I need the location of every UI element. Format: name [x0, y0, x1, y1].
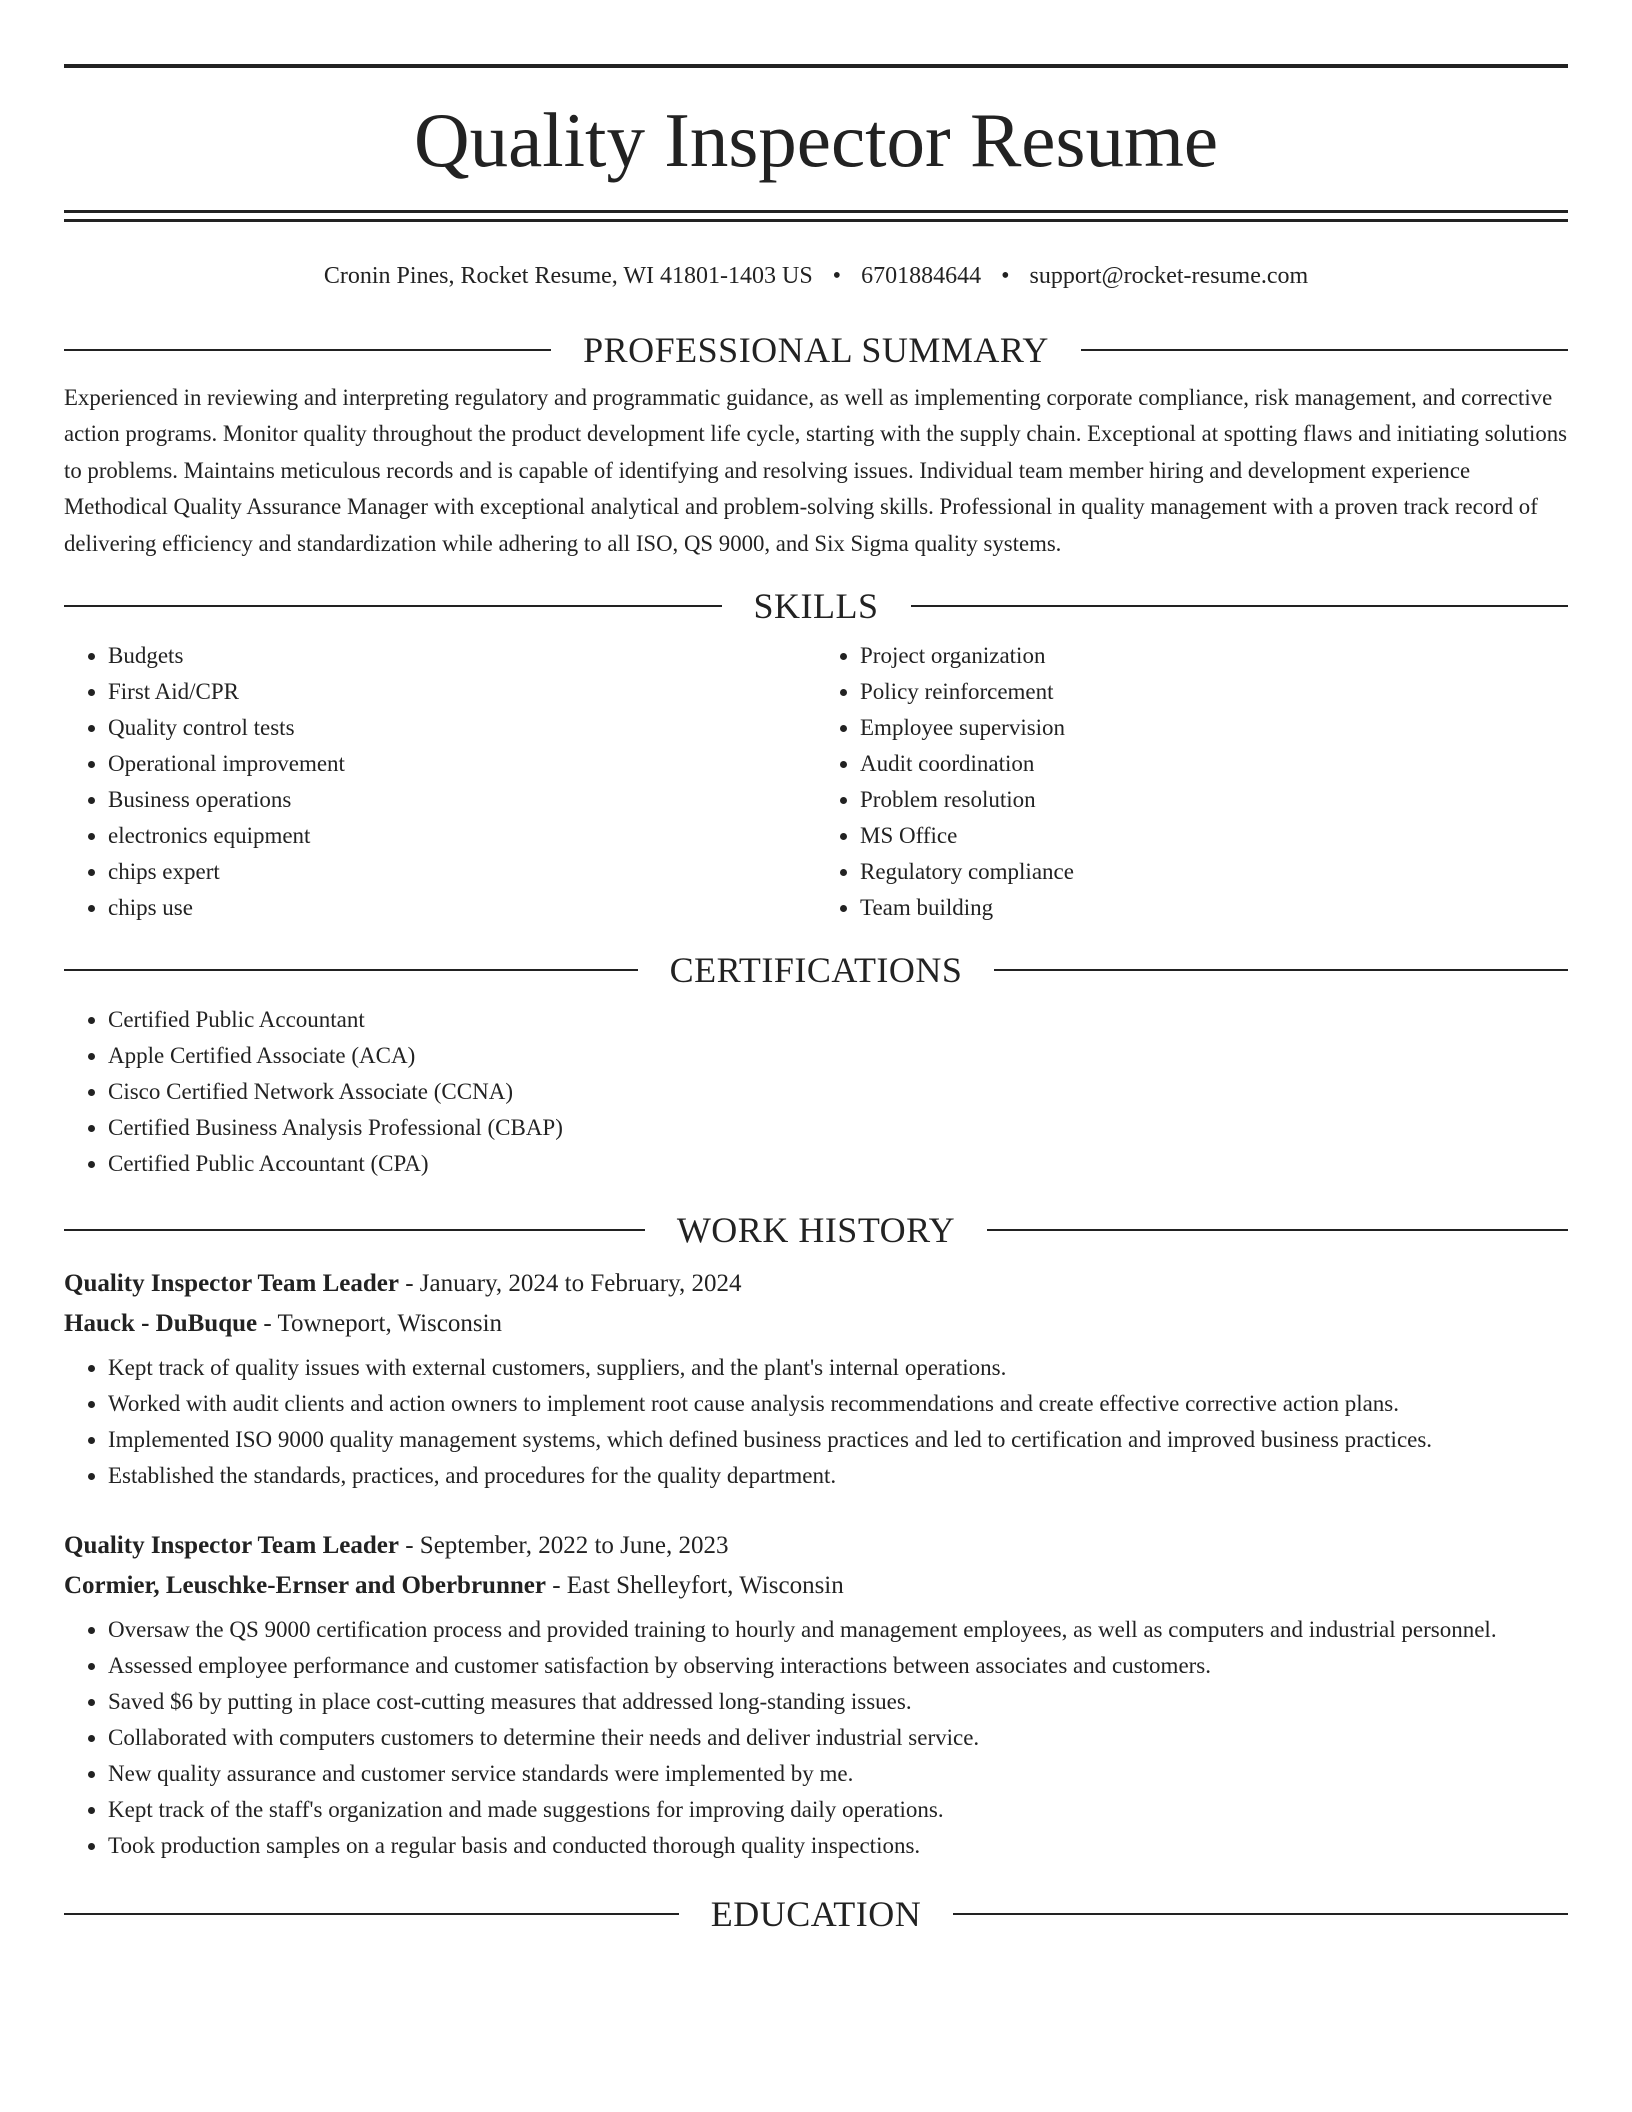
- section-title-work: WORK HISTORY: [676, 1210, 956, 1251]
- heading-rule: [64, 1913, 679, 1915]
- section-heading-work: [64, 1208, 1568, 1252]
- heading-rule: [64, 969, 638, 971]
- certification-item: • Apple Certified Associate (ACA): [108, 1038, 1568, 1074]
- certification-item: • Certified Public Accountant (CPA): [108, 1146, 1568, 1182]
- job-title-line: [64, 1264, 1568, 1304]
- skill-item: • Quality control tests: [108, 710, 816, 746]
- job-dates: - January, 2024 to February, 2024: [398, 1270, 742, 1298]
- job-bullet: • Took production samples on a regular basis and conducted thorough quality inspections.: [108, 1828, 1568, 1864]
- job-bullet: • Oversaw the QS 9000 certification process and provided training to hourly and management employees, as well as computers and industrial personnel.: [108, 1612, 1568, 1648]
- heading-rule: [1081, 349, 1568, 351]
- section-title-summary: PROFESSIONAL SUMMARY: [583, 330, 1049, 370]
- job-title-line: [64, 1526, 1568, 1566]
- contact-address: Cronin Pines, Rocket Resume, WI 41801-1403 US: [323, 263, 813, 289]
- section-title-education: EDUCATION: [710, 1894, 922, 1935]
- contact-phone: 6701884644: [861, 263, 982, 289]
- skills-list-left: [64, 638, 816, 926]
- section-heading-summary: [64, 328, 1568, 372]
- skill-item: • electronics equipment: [108, 818, 816, 854]
- job-bullet: • New quality assurance and customer service standards were implemented by me.: [108, 1756, 1568, 1792]
- heading-rule: [64, 1229, 645, 1231]
- job-bullet: • Saved $6 by putting in place cost-cutting measures that addressed long-standing issues.: [108, 1684, 1568, 1720]
- heading-rule: [953, 1913, 1568, 1915]
- job-company-line: [64, 1304, 1568, 1344]
- job-bullet: • Kept track of the staff's organization and made suggestions for improving daily operations.: [108, 1792, 1568, 1828]
- skill-item: • Project organization: [860, 638, 1568, 674]
- skill-item: • Business operations: [108, 782, 816, 818]
- job-entry: [64, 1264, 1568, 1494]
- contact-separator: •: [832, 263, 842, 289]
- skill-item: • Operational improvement: [108, 746, 816, 782]
- title-double-rule: [64, 210, 1568, 222]
- certification-item: • Certified Public Accountant: [108, 1002, 1568, 1038]
- page-title: Quality Inspector Resume: [413, 97, 1219, 183]
- job-bullets: [64, 1350, 1568, 1494]
- skill-item: • Team building: [860, 890, 1568, 926]
- job-company-line: [64, 1566, 1568, 1606]
- section-title-certifications: CERTIFICATIONS: [669, 950, 963, 991]
- job-bullet: • Kept track of quality issues with external customers, suppliers, and the plant's internal operations.: [108, 1350, 1568, 1386]
- skills-columns: [64, 638, 1568, 926]
- section-heading-education: [64, 1892, 1568, 1936]
- heading-rule: [911, 605, 1569, 607]
- skill-item: • chips expert: [108, 854, 816, 890]
- skill-item: • Budgets: [108, 638, 816, 674]
- heading-rule: [64, 349, 551, 351]
- job-location: - East Shelleyfort, Wisconsin: [545, 1572, 844, 1600]
- heading-rule: [994, 969, 1568, 971]
- skill-item: • Policy reinforcement: [860, 674, 1568, 710]
- job-dates: - September, 2022 to June, 2023: [398, 1532, 729, 1560]
- skill-item: • Regulatory compliance: [860, 854, 1568, 890]
- skill-item: • Problem resolution: [860, 782, 1568, 818]
- skills-list-right: [816, 638, 1568, 926]
- job-entry: [64, 1526, 1568, 1864]
- contact-email: support@rocket-resume.com: [1029, 263, 1309, 289]
- section-heading-certifications: [64, 948, 1568, 992]
- contact-separator: •: [1001, 263, 1010, 289]
- job-bullet: • Established the standards, practices, and procedures for the quality department.: [108, 1458, 1568, 1494]
- heading-rule: [987, 1229, 1568, 1231]
- section-heading-skills: [64, 584, 1568, 628]
- job-bullet: • Implemented ISO 9000 quality management systems, which defined business practices and led to certification and improved business practices.: [108, 1422, 1568, 1458]
- job-title: Quality Inspector Team Leader: [64, 1532, 399, 1560]
- section-title-skills: SKILLS: [753, 586, 879, 627]
- top-rule: [64, 64, 1568, 68]
- job-title: Quality Inspector Team Leader: [64, 1270, 399, 1298]
- job-bullet: • Collaborated with computers customers to determine their needs and deliver industrial service.: [108, 1720, 1568, 1756]
- skill-item: • Audit coordination: [860, 746, 1568, 782]
- job-company: Hauck - DuBuque: [64, 1310, 258, 1338]
- skill-item: • First Aid/CPR: [108, 674, 816, 710]
- job-location: - Towneport, Wisconsin: [257, 1310, 503, 1338]
- job-bullet: • Assessed employee performance and customer satisfaction by observing interactions between associates and customers.: [108, 1648, 1568, 1684]
- summary-paragraph: Experienced in reviewing and interpreting regulatory and programmatic guidance, as well as implementing corporate compliance, risk management, and corrective action programs. Monitor quality throughout the product development life cycle, starting with the supply chain. Exceptional at spotting flaws and initiating solutions to problems. Maintains meticulous records and is capable of identifying and resolving issues. Individual team member hiring and development experience Methodical Quality Assurance Manager with exceptional analytical and problem-solving skills. Professional in quality management with a proven track record of delivering efficiency and standardization while adhering to all ISO, QS 9000, and Six Sigma quality systems.: [64, 385, 1568, 556]
- job-bullets: [64, 1612, 1568, 1864]
- certification-item: • Cisco Certified Network Associate (CCNA): [108, 1074, 1568, 1110]
- certification-item: • Certified Business Analysis Professional (CBAP): [108, 1110, 1568, 1146]
- skill-item: • Employee supervision: [860, 710, 1568, 746]
- certifications-list: [64, 1002, 1568, 1182]
- job-bullet: • Worked with audit clients and action owners to implement root cause analysis recommendations and create effective corrective action plans.: [108, 1386, 1568, 1422]
- skill-item: • MS Office: [860, 818, 1568, 854]
- job-company: Cormier, Leuschke-Ernser and Oberbrunner: [64, 1572, 546, 1600]
- heading-rule: [64, 605, 722, 607]
- contact-line: [64, 256, 1568, 296]
- skill-item: • chips use: [108, 890, 816, 926]
